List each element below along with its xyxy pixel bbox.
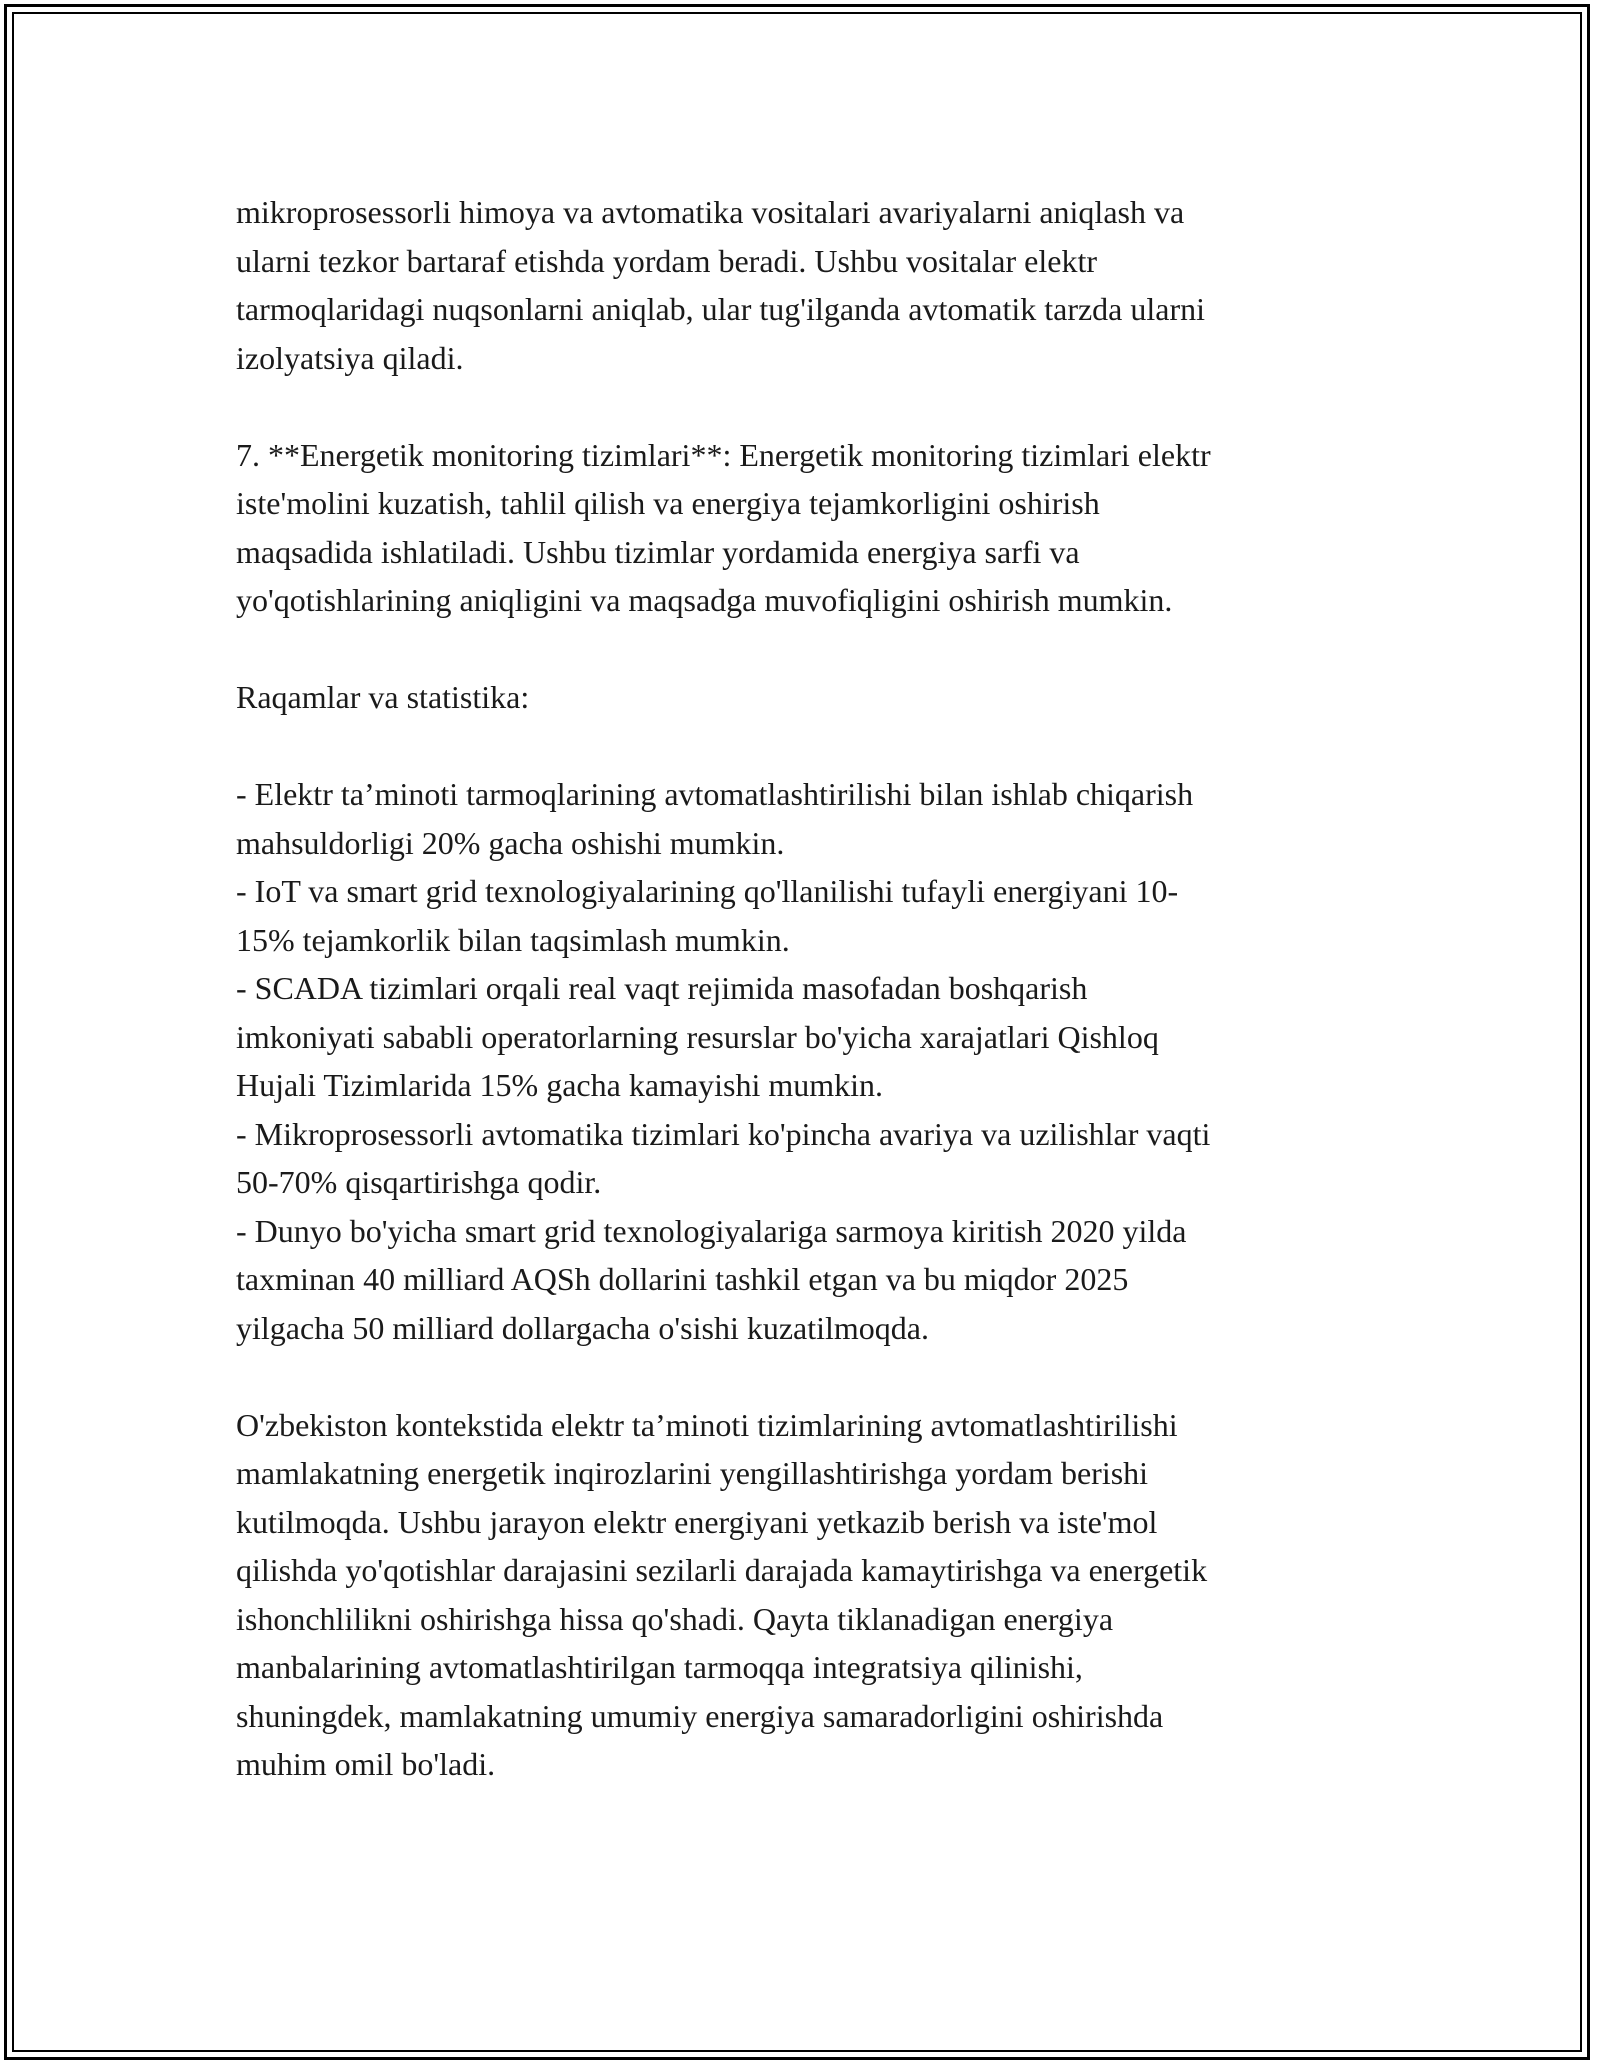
list-item-line: - Dunyo bo'yicha smart grid texnologiyalariga sarmoya kiritish 2020 yilda bbox=[236, 1212, 1187, 1249]
list-item-line: taxminan 40 milliard AQSh dollarini tashkil etgan va bu miqdor 2025 bbox=[236, 1261, 1129, 1297]
paragraph-protection-continuation bbox=[236, 188, 1366, 382]
list-item-line: - IoT va smart grid texnologiyalarining qo'llanilishi tufayli energiyani 10- bbox=[236, 873, 1179, 909]
text-line: mikroprosessorli himoya va avtomatika vositalari avariyalarni aniqlash va bbox=[236, 194, 1185, 230]
paragraph-statistics-heading bbox=[236, 673, 1366, 722]
text-line: manbalarining avtomatlashtirilgan tarmoqqa integratsiya qilinishi, bbox=[236, 1649, 1083, 1685]
text-line: iste'molini kuzatish, tahlil qilish va energiya tejamkorligini oshirish bbox=[236, 485, 1100, 521]
text-line: izolyatsiya qiladi. bbox=[236, 339, 464, 376]
text-line: kutilmoqda. Ushbu jarayon elektr energiyani yetkazib berish va iste'mol bbox=[236, 1503, 1158, 1540]
paragraph-energy-monitoring bbox=[236, 431, 1366, 625]
text-line: tarmoqlaridagi nuqsonlarni aniqlab, ular tug'ilganda avtomatik tarzda ularni bbox=[236, 291, 1206, 327]
text-line: ularni tezkor bartaraf etishda yordam beradi. Ushbu vositalar elektr bbox=[236, 242, 1097, 279]
paragraph-uzbekistan-context bbox=[236, 1401, 1366, 1789]
text-line: mamlakatning energetik inqirozlarini yengillashtirishga yordam berishi bbox=[236, 1455, 1149, 1491]
list-item-line: yilgacha 50 milliard dollargacha o'sishi kuzatilmoqda. bbox=[236, 1309, 929, 1346]
text-line: ishonchlilikni oshirishga hissa qo'shadi. Qayta tiklanadigan energiya bbox=[236, 1600, 1114, 1637]
text-line: muhim omil bo'ladi. bbox=[236, 1746, 496, 1782]
text-line: O'zbekiston kontekstida elektr ta’minoti tizimlarining avtomatlashtirilishi bbox=[236, 1406, 1178, 1443]
list-item-line: Hujali Tizimlarida 15% gacha kamayishi mumkin. bbox=[236, 1067, 884, 1103]
section-heading: Raqamlar va statistika: bbox=[236, 679, 530, 715]
text-line: 7. **Energetik monitoring tizimlari**: Energetik monitoring tizimlari elektr bbox=[236, 436, 1211, 473]
document-body bbox=[236, 188, 1366, 1789]
text-line: shuningdek, mamlakatning umumiy energiya samaradorligini oshirishda bbox=[236, 1697, 1164, 1734]
text-line: qilishda yo'qotishlar darajasini sezilarli darajada kamaytirishga va energetik bbox=[236, 1552, 1208, 1588]
list-item-line: - Elektr ta’minoti tarmoqlarining avtomatlashtirilishi bilan ishlab chiqarish bbox=[236, 776, 1194, 812]
text-line: maqsadida ishlatiladi. Ushbu tizimlar yordamida energiya sarfi va bbox=[236, 533, 1080, 570]
list-item-line: 50-70% qisqartirishga qodir. bbox=[236, 1164, 602, 1200]
text-line: yo'qotishlarining aniqligini va maqsadga muvofiqligini oshirish mumkin. bbox=[236, 582, 1173, 618]
paragraph-statistics-list bbox=[236, 770, 1366, 1352]
list-item-line: 15% tejamkorlik bilan taqsimlash mumkin. bbox=[236, 921, 790, 958]
list-item-line: imkoniyati sababli operatorlarning resurslar bo'yicha xarajatlari Qishloq bbox=[236, 1018, 1159, 1055]
list-item-line: - Mikroprosessorli avtomatika tizimlari ko'pincha avariya va uzilishlar vaqti bbox=[236, 1115, 1211, 1152]
list-item-line: - SCADA tizimlari orqali real vaqt rejimida masofadan boshqarish bbox=[236, 970, 1088, 1006]
list-item-line: mahsuldorligi 20% gacha oshishi mumkin. bbox=[236, 824, 785, 861]
